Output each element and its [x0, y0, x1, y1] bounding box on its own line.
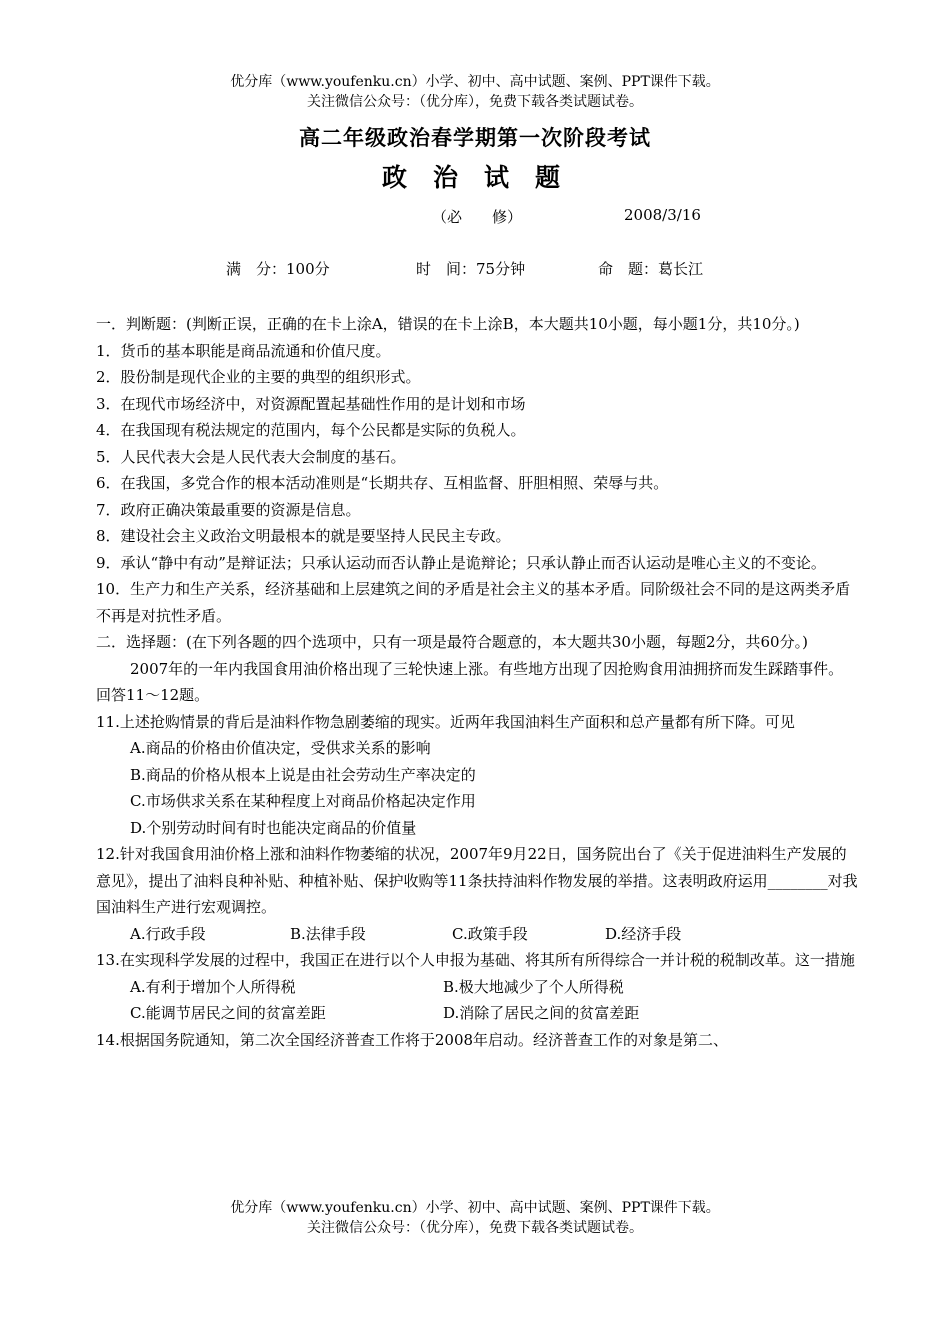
- question-13-option-c: C.能调节居民之间的贫富差距: [130, 1004, 326, 1022]
- question-14-stem: 14.根据国务院通知，第二次全国经济普查工作将于2008年启动。经济普查工作的对象是第二、: [96, 1030, 729, 1049]
- question-12-option-a: A.行政手段: [130, 924, 206, 943]
- question-12-stem: 12.针对我国食用油价格上涨和油料作物萎缩的状况，2007年9月22日，国务院出台了《关于促进油料生产发展的意见》，提出了油料良种补贴、种植补贴、保护收购等11条扶持油料作物发展的举措。这表明政府运用________对我国油料生产进行宏观调控。: [96, 845, 858, 916]
- question-material: 2007年的一年内我国食用油价格出现了三轮快速上涨。有些地方出现了因抢购食用油拥挤而发生踩踏事件。回答11～12题。: [96, 659, 844, 704]
- question-13-option-a: A.有利于增加个人所得税: [130, 977, 296, 996]
- question-12-option-d: D.经济手段: [605, 924, 682, 943]
- question-11-option-d: D.个别劳动时间有时也能决定商品的价值量: [130, 818, 417, 837]
- page-footer: [0, 1198, 950, 1238]
- exam-subtitle: [432, 206, 701, 227]
- list-item: 4．在我国现有税法规定的范围内，每个公民都是实际的负税人。: [96, 421, 526, 439]
- question-12-options: [96, 921, 858, 948]
- section1-heading: 一．判断题：(判断正误，正确的在卡上涂A，错误的在卡上涂B，本大题共10小题，每小题1分，共10分。): [96, 315, 800, 333]
- question-11-option-a: A.商品的价格由价值决定，受供求关系的影响: [130, 739, 431, 757]
- exam-meta: [226, 258, 703, 279]
- list-item: 10．生产力和生产关系，经济基础和上层建筑之间的矛盾是社会主义的基本矛盾。同阶级社会不同的是这两类矛盾不再是对抗性矛盾。: [96, 580, 851, 625]
- header-line-1: 优分库（www.youfenku.cn）小学、初中、高中试题、案例、PPT课件下载。: [230, 74, 720, 90]
- footer-line-2: 关注微信公众号：（优分库），免费下载各类试题试卷。: [307, 1220, 643, 1236]
- question-11-stem: 11.上述抢购情景的背后是油料作物急剧萎缩的现实。近两年我国油料生产面积和总产量都有所下降。可见: [96, 712, 795, 731]
- question-13-stem: 13.在实现科学发展的过程中，我国正在进行以个人申报为基础、将其所有所得综合一并计税的税制改革。这一措施: [96, 951, 855, 969]
- list-item: 2．股份制是现代企业的主要的典型的组织形式。: [96, 368, 421, 386]
- question-12-option-b: B.法律手段: [290, 924, 366, 943]
- exam-type: （必 修）: [432, 208, 523, 226]
- header-line-2: 关注微信公众号：（优分库），免费下载各类试题试卷。: [307, 94, 643, 110]
- list-item: 9．承认“静中有动”是辩证法；只承认运动而否认静止是诡辩论；只承认静止而否认运动是唯心主义的不变论。: [96, 553, 826, 572]
- exam-score: 满 分：100分: [226, 260, 330, 278]
- list-item: 3．在现代市场经济中，对资源配置起基础性作用的是计划和市场: [96, 394, 526, 413]
- exam-date: 2008/3/16: [624, 206, 701, 224]
- list-item: 6．在我国，多党合作的根本活动准则是“长期共存、互相监督、肝胆相照、荣辱与共。: [96, 474, 669, 492]
- exam-subject: 政治试题: [381, 163, 586, 192]
- question-13-options-row-2: [96, 1000, 858, 1027]
- question-12-option-c: C.政策手段: [452, 924, 528, 943]
- question-11-option-c: C.市场供求关系在某种程度上对商品价格起决定作用: [130, 792, 476, 810]
- exam-author: 命 题：葛长江: [598, 260, 704, 278]
- exam-time: 时 间：75分钟: [416, 260, 526, 278]
- list-item: 7．政府正确决策最重要的资源是信息。: [96, 500, 361, 519]
- exam-content: [96, 311, 858, 1053]
- question-13-option-b: B.极大地减少了个人所得税: [443, 977, 624, 996]
- page-header: [0, 72, 950, 112]
- question-13-options-row-1: [96, 974, 858, 1001]
- section2-heading: 二．选择题：(在下列各题的四个选项中，只有一项是最符合题意的，本大题共30小题，每题2分，共60分。): [96, 633, 808, 651]
- list-item: 8．建设社会主义政治文明最根本的就是要坚持人民民主专政。: [96, 527, 511, 545]
- list-item: 1．货币的基本职能是商品流通和价值尺度。: [96, 341, 391, 360]
- list-item: 5．人民代表大会是人民代表大会制度的基石。: [96, 447, 406, 466]
- exam-title: 高二年级政治春学期第一次阶段考试: [299, 125, 651, 150]
- footer-line-1: 优分库（www.youfenku.cn）小学、初中、高中试题、案例、PPT课件下载。: [230, 1200, 720, 1216]
- question-13-option-d: D.消除了居民之间的贫富差距: [443, 1004, 640, 1022]
- question-11-option-b: B.商品的价格从根本上说是由社会劳动生产率决定的: [130, 765, 476, 784]
